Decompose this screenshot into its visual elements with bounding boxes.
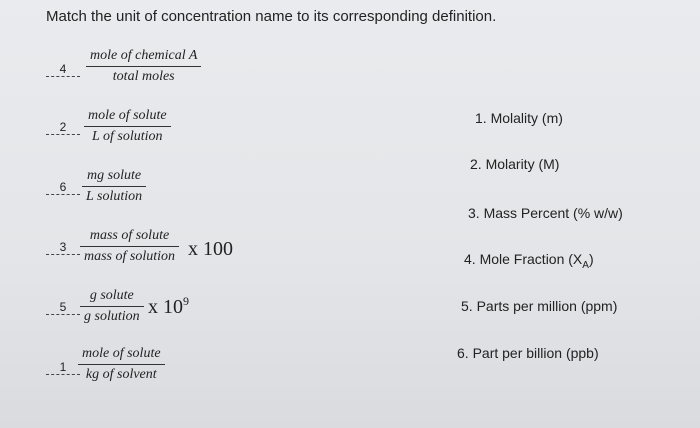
fraction bbox=[82, 168, 146, 205]
fraction bbox=[84, 108, 171, 145]
answer-blank[interactable]: 4 bbox=[46, 62, 80, 77]
numerator: mole of solute bbox=[82, 346, 161, 361]
denominator: L of solution bbox=[92, 129, 163, 144]
answer-blank[interactable]: 1 bbox=[46, 360, 80, 375]
multiplier bbox=[188, 238, 233, 261]
fraction bbox=[86, 48, 201, 85]
definition-row-5 bbox=[0, 288, 320, 334]
denominator: kg of solvent bbox=[85, 367, 157, 382]
denominator: mass of solution bbox=[84, 249, 176, 264]
denominator: L solution bbox=[86, 189, 143, 204]
unit-option-3: 3. Mass Percent (% w/w) bbox=[468, 205, 623, 221]
definition-row-1 bbox=[0, 48, 320, 94]
unit-option-4-subscript: A bbox=[582, 259, 589, 271]
fraction bbox=[80, 288, 144, 325]
unit-option-6: 6. Part per billion (ppb) bbox=[457, 345, 599, 361]
unit-option-5: 5. Parts per million (ppm) bbox=[461, 298, 618, 314]
question-title: Match the unit of concentration name to its corresponding definition. bbox=[46, 8, 497, 25]
numerator: g solute bbox=[89, 288, 134, 303]
answer-blank[interactable]: 5 bbox=[46, 300, 80, 315]
definition-row-6 bbox=[0, 346, 320, 392]
exponent: 9 bbox=[183, 294, 189, 308]
unit-option-2: 2. Molarity (M) bbox=[470, 156, 560, 172]
unit-option-1: 1. Molality (m) bbox=[475, 110, 563, 126]
fraction bbox=[78, 346, 165, 383]
answer-blank[interactable]: 6 bbox=[46, 180, 80, 195]
answer-blank[interactable]: 3 bbox=[46, 240, 80, 255]
denominator: total moles bbox=[112, 69, 175, 84]
numerator: mg solute bbox=[87, 168, 142, 183]
unit-option-4-tail: ) bbox=[588, 251, 594, 267]
definition-row-4 bbox=[0, 228, 320, 274]
numerator: mole of solute bbox=[88, 108, 167, 123]
denominator: g solution bbox=[84, 309, 140, 324]
numerator: mole of chemical A bbox=[90, 48, 198, 63]
multiplier-text: x 100 bbox=[188, 238, 233, 260]
unit-option-4 bbox=[464, 251, 594, 271]
answer-blank[interactable]: 2 bbox=[46, 120, 80, 135]
multiplier bbox=[148, 296, 189, 319]
definition-row-3 bbox=[0, 168, 320, 214]
multiplier-text: x 10 bbox=[148, 296, 183, 318]
numerator: mass of solute bbox=[89, 228, 170, 243]
fraction bbox=[80, 228, 179, 265]
definition-row-2 bbox=[0, 108, 320, 154]
unit-option-4-label: 4. Mole Fraction (X bbox=[464, 251, 583, 267]
